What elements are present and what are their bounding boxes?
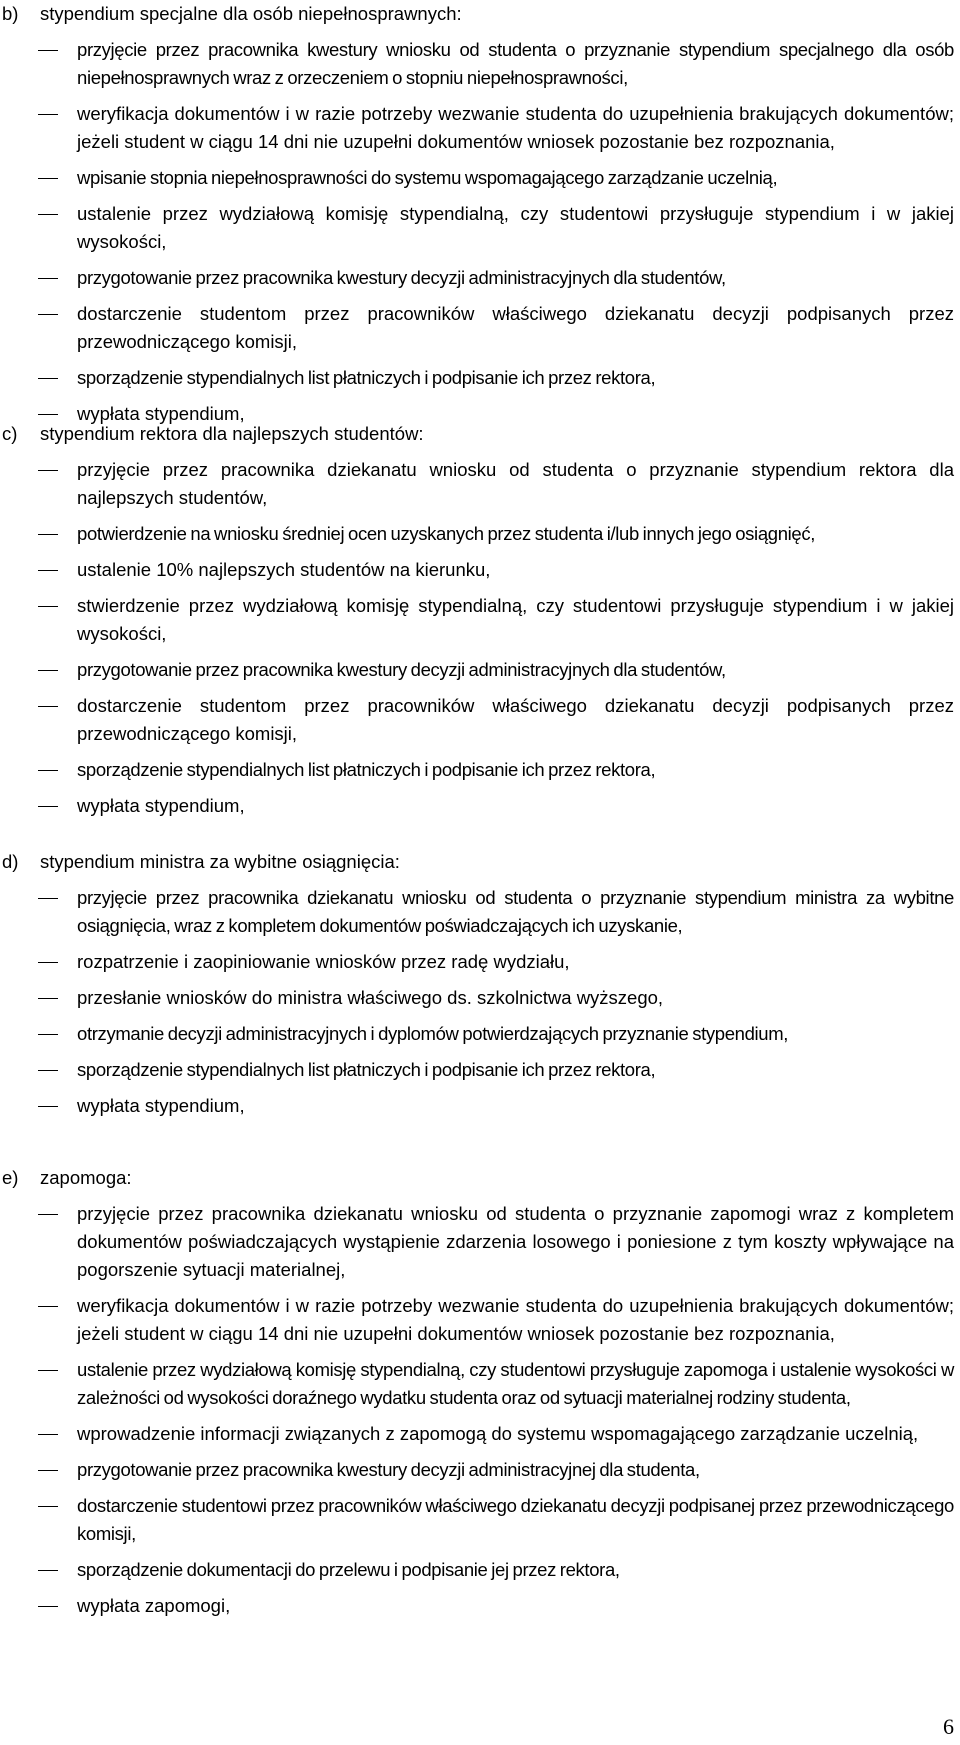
dash-bullet — [38, 770, 58, 771]
dash-bullet — [38, 670, 58, 671]
section-letter: b) — [2, 3, 19, 24]
dash-bullet — [38, 1214, 58, 1215]
dash-bullet — [38, 414, 58, 415]
list-item: dostarczenie studentom przez pracowników właściwego dziekanatu decyzji podpisanych przez przewodniczącego komisji, — [0, 300, 960, 356]
section-letter: c) — [2, 423, 18, 444]
list-item: wypłata stypendium, — [0, 400, 960, 428]
dash-bullet — [38, 962, 58, 963]
list-item: sporządzenie dokumentacji do przelewu i podpisanie jej przez rektora, — [0, 1556, 960, 1584]
section-heading — [0, 1164, 960, 1200]
dash-bullet — [38, 570, 58, 571]
dash-bullet — [38, 1370, 58, 1371]
section-title: stypendium rektora dla najlepszych studentów: — [40, 423, 424, 444]
dash-bullet — [38, 50, 58, 51]
list-item: przygotowanie przez pracownika kwestury decyzji administracyjnych dla studentów, — [0, 264, 960, 292]
dash-bullet — [38, 1306, 58, 1307]
list-item: sporządzenie stypendialnych list płatniczych i podpisanie ich przez rektora, — [0, 364, 960, 392]
list-item: otrzymanie decyzji administracyjnych i dyplomów potwierdzających przyznanie stypendium, — [0, 1020, 960, 1048]
dash-bullet — [38, 606, 58, 607]
dash-bullet — [38, 1106, 58, 1107]
section-heading — [0, 848, 960, 884]
dash-bullet — [38, 998, 58, 999]
list-item: wypłata stypendium, — [0, 792, 960, 820]
dash-bullet — [38, 534, 58, 535]
dash-bullet — [38, 278, 58, 279]
section-b — [0, 0, 960, 436]
list-item: przygotowanie przez pracownika kwestury decyzji administracyjnej dla studenta, — [0, 1456, 960, 1484]
page-number: 6 — [943, 1714, 954, 1739]
dash-bullet — [38, 1034, 58, 1035]
section-letter: e) — [2, 1167, 19, 1188]
dash-bullet — [38, 214, 58, 215]
section-heading — [0, 420, 960, 456]
list-item: przyjęcie przez pracownika dziekanatu wniosku od studenta o przyznanie stypendium ministra za wybitne osiągnięcia, wraz z kompletem dokumentów poświadczających ich uzyskanie, — [0, 884, 960, 940]
dash-bullet — [38, 378, 58, 379]
list-item: ustalenie 10% najlepszych studentów na kierunku, — [0, 556, 960, 584]
dash-bullet — [38, 1606, 58, 1607]
list-item: przyjęcie przez pracownika kwestury wniosku od studenta o przyznanie stypendium specjalnego dla osób niepełnosprawnych wraz z orzeczeniem o stopniu niepełnosprawności, — [0, 36, 960, 92]
list-item: wypłata zapomogi, — [0, 1592, 960, 1620]
list-item: wypłata stypendium, — [0, 1092, 960, 1120]
list-item: stwierdzenie przez wydziałową komisję stypendialną, czy studentowi przysługuje stypendium i w jakiej wysokości, — [0, 592, 960, 648]
section-title: zapomoga: — [40, 1167, 132, 1188]
section-e — [0, 1164, 960, 1628]
dash-bullet — [38, 178, 58, 179]
dash-bullet — [38, 314, 58, 315]
dash-bullet — [38, 1506, 58, 1507]
list-item: dostarczenie studentom przez pracowników właściwego dziekanatu decyzji podpisanych przez przewodniczącego komisji, — [0, 692, 960, 748]
list-item: potwierdzenie na wniosku średniej ocen uzyskanych przez studenta i/lub innych jego osiągnięć, — [0, 520, 960, 548]
section-c — [0, 420, 960, 828]
list-item: weryfikacja dokumentów i w razie potrzeby wezwanie studenta do uzupełnienia brakujących dokumentów; jeżeli student w ciągu 14 dni nie uzupełni dokumentów wniosek pozostanie bez rozpoznania, — [0, 1292, 960, 1348]
list-item: ustalenie przez wydziałową komisję stypendialną, czy studentowi przysługuje zapomoga i ustalenie wysokości w zależności od wysokości doraźnego wydatku studenta oraz od sytuacji materialnej rodziny studenta, — [0, 1356, 960, 1412]
dash-bullet — [38, 470, 58, 471]
list-item: weryfikacja dokumentów i w razie potrzeby wezwanie studenta do uzupełnienia brakujących dokumentów; jeżeli student w ciągu 14 dni nie uzupełni dokumentów wniosek pozostanie bez rozpoznania, — [0, 100, 960, 156]
dash-bullet — [38, 1470, 58, 1471]
list-item: wpisanie stopnia niepełnosprawności do systemu wspomagającego zarządzanie uczelnią, — [0, 164, 960, 192]
list-item: sporządzenie stypendialnych list płatniczych i podpisanie ich przez rektora, — [0, 756, 960, 784]
section-heading — [0, 0, 960, 36]
dash-bullet — [38, 1070, 58, 1071]
list-item: ustalenie przez wydziałową komisję stypendialną, czy studentowi przysługuje stypendium i w jakiej wysokości, — [0, 200, 960, 256]
list-item: wprowadzenie informacji związanych z zapomogą do systemu wspomagającego zarządzanie uczelnią, — [0, 1420, 960, 1448]
list-item: przygotowanie przez pracownika kwestury decyzji administracyjnych dla studentów, — [0, 656, 960, 684]
dash-bullet — [38, 706, 58, 707]
section-title: stypendium specjalne dla osób niepełnosprawnych: — [40, 3, 462, 24]
dash-bullet — [38, 806, 58, 807]
section-d — [0, 848, 960, 1128]
list-item: sporządzenie stypendialnych list płatniczych i podpisanie ich przez rektora, — [0, 1056, 960, 1084]
dash-bullet — [38, 1434, 58, 1435]
dash-bullet — [38, 898, 58, 899]
list-item: rozpatrzenie i zaopiniowanie wniosków przez radę wydziału, — [0, 948, 960, 976]
dash-bullet — [38, 1570, 58, 1571]
section-letter: d) — [2, 851, 19, 872]
list-item: dostarczenie studentowi przez pracowników właściwego dziekanatu decyzji podpisanej przez przewodniczącego komisji, — [0, 1492, 960, 1548]
list-item: przyjęcie przez pracownika dziekanatu wniosku od studenta o przyznanie zapomogi wraz z kompletem dokumentów poświadczających wystąpienie zdarzenia losowego i poniesione z tym koszty wpływające na pogorszenie sytuacji materialnej, — [0, 1200, 960, 1284]
list-item: przyjęcie przez pracownika dziekanatu wniosku od studenta o przyznanie stypendium rektora dla najlepszych studentów, — [0, 456, 960, 512]
list-item: przesłanie wniosków do ministra właściwego ds. szkolnictwa wyższego, — [0, 984, 960, 1012]
section-title: stypendium ministra za wybitne osiągnięcia: — [40, 851, 400, 872]
dash-bullet — [38, 114, 58, 115]
